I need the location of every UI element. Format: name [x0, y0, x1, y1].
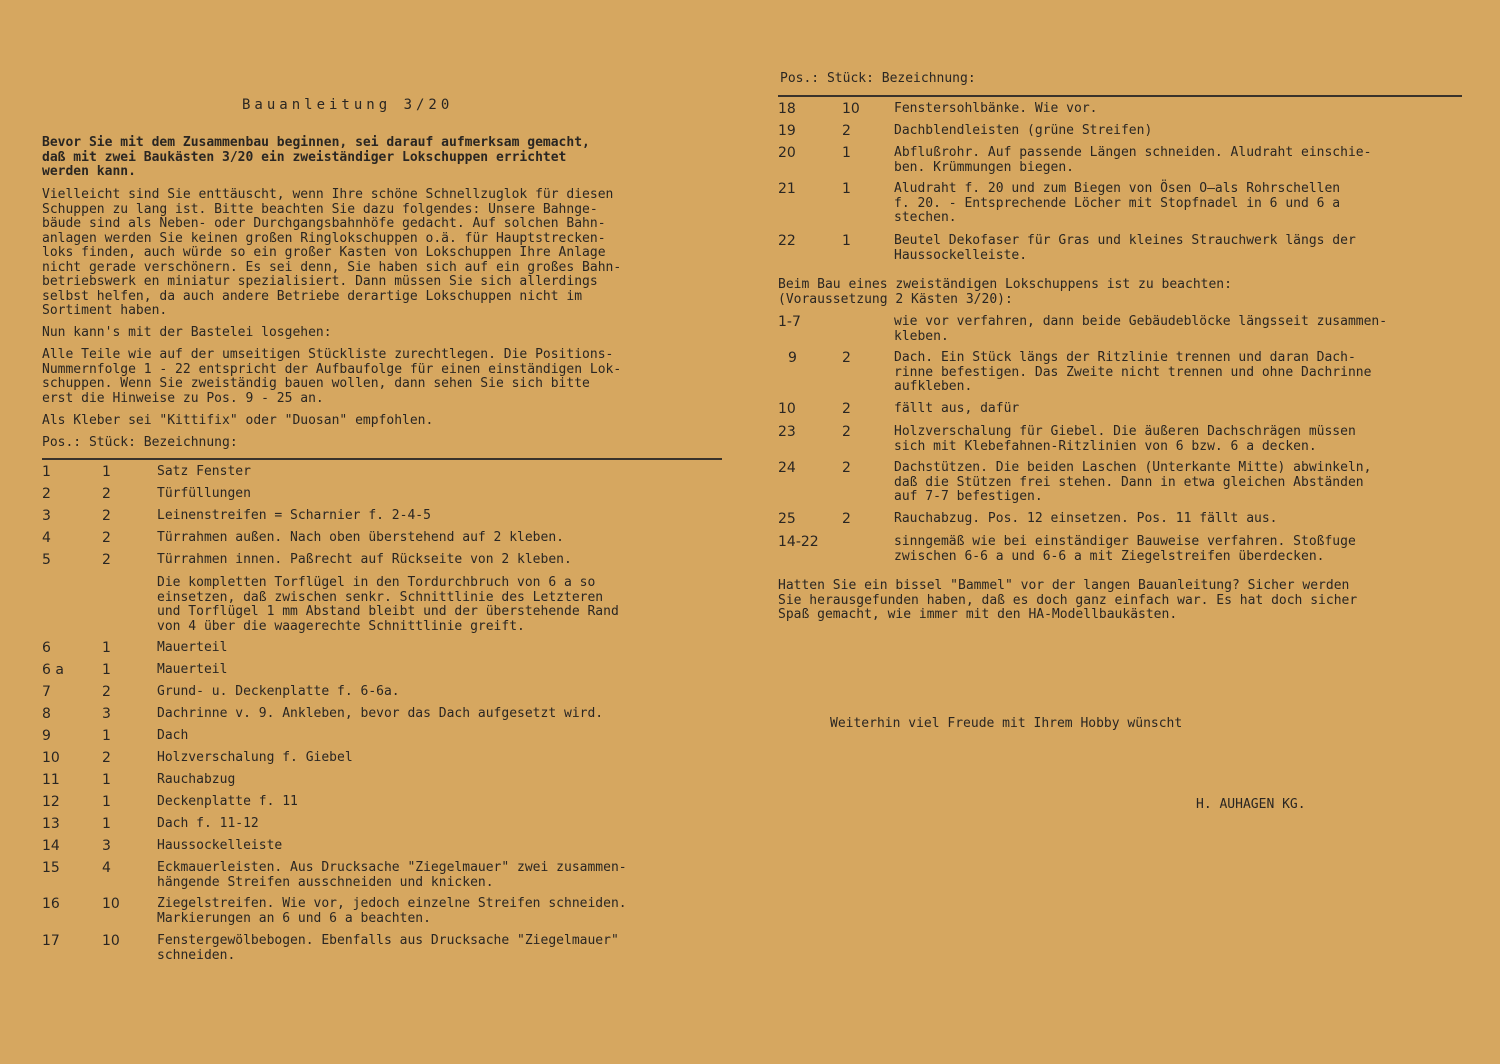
- row-qty: 2: [102, 750, 111, 766]
- row-pos: 7: [42, 684, 51, 700]
- row-pos: 20: [778, 145, 796, 161]
- row-desc: Deckenplatte f. 11: [157, 794, 298, 809]
- row-qty: 10: [842, 101, 860, 117]
- row-pos: 9: [788, 350, 797, 366]
- intro-paragraph-5: Als Kleber sei "Kittifix" oder "Duosan" empfohlen.: [42, 413, 434, 428]
- row-pos: 10: [778, 401, 796, 417]
- row-pos: 3: [42, 508, 51, 524]
- row-pos: 8: [42, 706, 51, 722]
- row-qty: 2: [102, 684, 111, 700]
- row-pos: 11: [42, 772, 60, 788]
- row-qty: 2: [842, 460, 851, 476]
- row-desc: Holzverschalung für Giebel. Die äußeren Dachschrägen müssen sich mit Klebefahnen-Ritzlinien von 6 bzw. 6 a decken.: [894, 424, 1356, 454]
- row-qty: 1: [102, 772, 111, 788]
- row-qty: 2: [842, 511, 851, 527]
- row-pos: 5: [42, 552, 51, 568]
- row-qty: 10: [102, 933, 120, 949]
- row-desc: Dachrinne v. 9. Ankleben, bevor das Dach aufgesetzt wird.: [157, 706, 604, 721]
- row-qty: 1: [842, 233, 851, 249]
- row-qty: 1: [102, 728, 111, 744]
- row-desc: Dachblendleisten (grüne Streifen): [894, 123, 1153, 138]
- intro-paragraph-3: Nun kann's mit der Bastelei losgehen:: [42, 325, 332, 340]
- row-pos: 6 a: [42, 662, 64, 678]
- row-desc: wie vor verfahren, dann beide Gebäudeblöcke längsseit zusammen- kleben.: [894, 314, 1388, 344]
- row-desc: Holzverschalung f. Giebel: [157, 750, 353, 765]
- table-header-rule: [42, 458, 722, 460]
- row-pos: 23: [778, 424, 796, 440]
- page-title: Bauanleitung 3/20: [242, 97, 454, 113]
- row-pos: 1-7: [778, 314, 801, 330]
- row-qty: 2: [842, 424, 851, 440]
- row-desc: Türrahmen innen. Paßrecht auf Rückseite von 2 kleben.: [157, 552, 572, 567]
- row-pos: 18: [778, 101, 796, 117]
- row-desc: Dach f. 11-12: [157, 816, 259, 831]
- row-pos: 17: [42, 933, 60, 949]
- row-desc: Abflußrohr. Auf passende Längen schneiden. Aludraht einschie- ben. Krümmungen biegen.: [894, 145, 1372, 175]
- row-qty: 1: [102, 662, 111, 678]
- intro-paragraph-2: Vielleicht sind Sie enttäuscht, wenn Ihre schöne Schnellzuglok für diesen Schuppen zu lang ist. Bitte beachten Sie dazu folgendes: Unsere Bahnge- bäude sind als Neben- oder Durchgangsbahnhöfe gedacht. Auf solchen Bahn- anlagen werden Sie keinen großen Ringlokschuppen o.ä. für Hauptstrecken- loks finden, auch würde so ein großer Kasten von Lokschuppen Ihre Anlage nicht gerade verschönern. Es sei denn, Sie haben sich auf ein großes Bahn- betriebswerk en miniatur spezialisiert. Dann müssen Sie sich allerdings selbst helfen, da auch andere Betriebe derartige Lokschuppen nicht im Sortiment haben.: [42, 187, 622, 318]
- row-desc: fällt aus, dafür: [894, 401, 1020, 416]
- row-desc: Mauerteil: [157, 662, 228, 677]
- twin-shed-intro: Beim Bau eines zweiständigen Lokschuppens ist zu beachten: (Voraussetzung 2 Kästen 3/20):: [778, 277, 1232, 307]
- row-pos: 12: [42, 794, 60, 810]
- row-qty: 1: [102, 816, 111, 832]
- row-desc: Türrahmen außen. Nach oben überstehend auf 2 kleben.: [157, 530, 564, 545]
- row-pos: 14-22: [778, 534, 819, 550]
- greeting-line: Weiterhin viel Freude mit Ihrem Hobby wünscht: [830, 716, 1183, 731]
- signature: H. AUHAGEN KG.: [1196, 797, 1306, 812]
- row-pos: 19: [778, 123, 796, 139]
- row-qty: 1: [102, 640, 111, 656]
- row-desc: Fenstersohlbänke. Wie vor.: [894, 101, 1098, 116]
- row-desc: Dachstützen. Die beiden Laschen (Unterkante Mitte) abwinkeln, daß die Stützen frei stehen. Dann in etwa gleichen Abständen auf 7-7 befestigen.: [894, 460, 1372, 504]
- table-header: Pos.: Stück: Bezeichnung:: [780, 71, 976, 86]
- row-desc: Fenstergewölbebogen. Ebenfalls aus Drucksache "Ziegelmauer" schneiden.: [157, 933, 619, 963]
- row-qty: 3: [102, 838, 111, 854]
- row-pos: 6: [42, 640, 51, 656]
- row-pos: 15: [42, 860, 60, 876]
- row-desc: Rauchabzug: [157, 772, 236, 787]
- row-qty: 4: [102, 860, 111, 876]
- intro-paragraph-1: Bevor Sie mit dem Zusammenbau beginnen, sei darauf aufmerksam gemacht, daß mit zwei Baukästen 3/20 ein zweiständiger Lokschuppen errichtet werden kann.: [42, 135, 590, 179]
- row-desc: Türfüllungen: [157, 486, 251, 501]
- row-pos: 10: [42, 750, 60, 766]
- row-desc: sinngemäß wie bei einständiger Bauweise verfahren. Stoßfuge zwischen 6-6 a und 6-6 a mit Ziegelstreifen überdecken.: [894, 534, 1356, 564]
- row-pos: 21: [778, 181, 796, 197]
- table-header-rule: [778, 95, 1462, 97]
- row-pos: 22: [778, 233, 796, 249]
- row-qty: 3: [102, 706, 111, 722]
- row-qty: 1: [102, 464, 111, 480]
- row-pos: 14: [42, 838, 60, 854]
- row-desc: Die kompletten Torflügel in den Tordurchbruch von 6 a so einsetzen, daß zwischen senkr. Schnittlinie des Letzteren und Torflügel 1 mm Abstand bleibt und der überstehende Rand von 4 über die waagerechte Schnittlinie greift.: [157, 575, 619, 634]
- row-pos: 13: [42, 816, 60, 832]
- row-desc: Dach. Ein Stück längs der Ritzlinie trennen und daran Dach- rinne befestigen. Das Zweite nicht trennen und ohne Dachrinne aufkleben.: [894, 350, 1372, 394]
- row-desc: Eckmauerleisten. Aus Drucksache "Ziegelmauer" zwei zusammen- hängende Streifen ausschneiden und knicken.: [157, 860, 627, 890]
- row-qty: 1: [842, 181, 851, 197]
- row-pos: 1: [42, 464, 51, 480]
- row-pos: 9: [42, 728, 51, 744]
- row-desc: Beutel Dekofaser für Gras und kleines Strauchwerk längs der Haussockelleiste.: [894, 233, 1356, 263]
- row-pos: 24: [778, 460, 796, 476]
- row-qty: 2: [102, 530, 111, 546]
- row-pos: 4: [42, 530, 51, 546]
- row-desc: Satz Fenster: [157, 464, 251, 479]
- row-desc: Ziegelstreifen. Wie vor, jedoch einzelne Streifen schneiden. Markierungen an 6 und 6 a beachten.: [157, 896, 627, 926]
- row-desc: Haussockelleiste: [157, 838, 283, 853]
- closing-paragraph: Hatten Sie ein bissel "Bammel" vor der langen Bauanleitung? Sicher werden Sie herausgefunden haben, daß es doch ganz einfach war. Es hat doch sicher Spaß gemacht, wie immer mit den HA-Modellbaukästen.: [778, 578, 1358, 622]
- row-desc: Aludraht f. 20 und zum Biegen von Ösen O—als Rohrschellen f. 20. - Entsprechende Löcher mit Stopfnadel in 6 und 6 a stechen.: [894, 181, 1341, 225]
- row-desc: Mauerteil: [157, 640, 228, 655]
- row-qty: 2: [842, 350, 851, 366]
- row-qty: 1: [102, 794, 111, 810]
- row-desc: Rauchabzug. Pos. 12 einsetzen. Pos. 11 fällt aus.: [894, 511, 1278, 526]
- row-pos: 16: [42, 896, 60, 912]
- row-desc: Grund- u. Deckenplatte f. 6-6a.: [157, 684, 400, 699]
- row-pos: 25: [778, 511, 796, 527]
- row-qty: 1: [842, 145, 851, 161]
- row-pos: 2: [42, 486, 51, 502]
- row-qty: 2: [102, 552, 111, 568]
- intro-paragraph-4: Alle Teile wie auf der umseitigen Stückliste zurechtlegen. Die Positions- Nummernfolge 1 - 22 entspricht der Aufbaufolge für einen einständigen Lok- schuppen. Wenn Sie zweiständig bauen wollen, dann sehen Sie sich bitte erst die Hinweise zu Pos. 9 - 25 an.: [42, 347, 622, 406]
- table-header: Pos.: Stück: Bezeichnung:: [42, 435, 238, 450]
- row-qty: 2: [102, 486, 111, 502]
- row-qty: 2: [102, 508, 111, 524]
- row-qty: 10: [102, 896, 120, 912]
- row-desc: Leinenstreifen = Scharnier f. 2-4-5: [157, 508, 431, 523]
- row-qty: 2: [842, 123, 851, 139]
- row-qty: 2: [842, 401, 851, 417]
- row-desc: Dach: [157, 728, 189, 743]
